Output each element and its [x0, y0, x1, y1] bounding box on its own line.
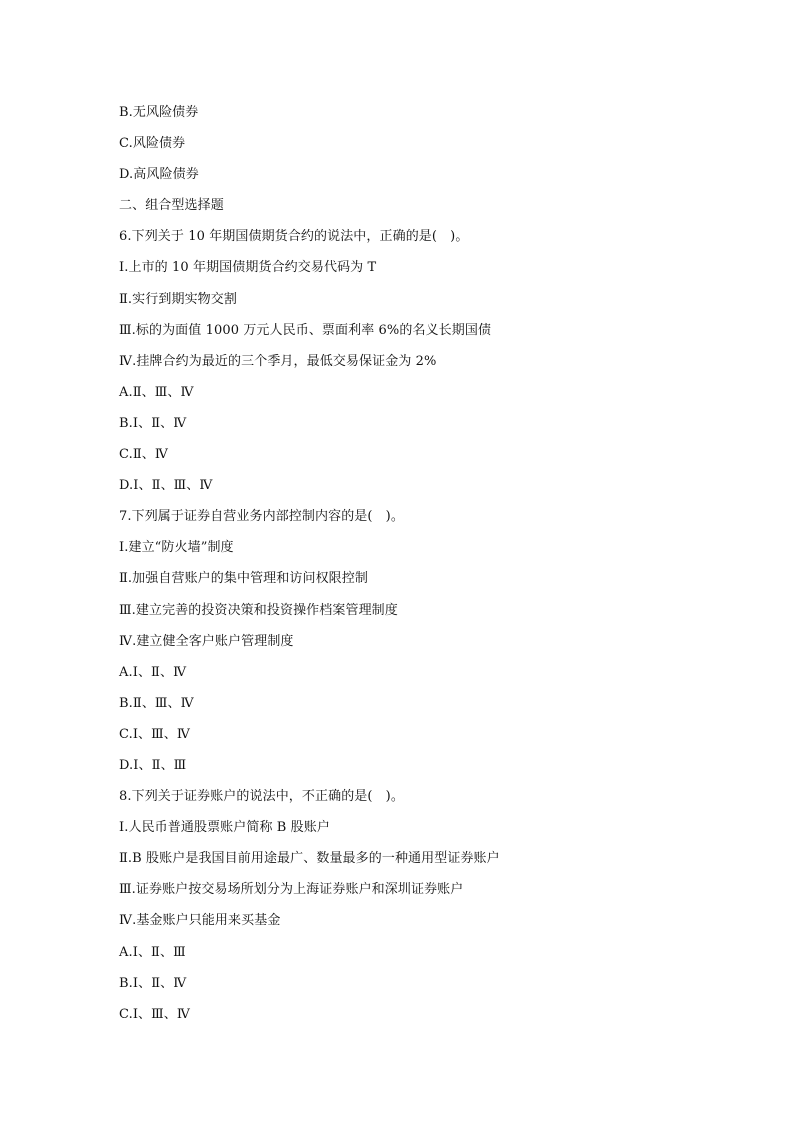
section-heading: 二、组合型选择题: [119, 198, 224, 214]
question-6-statement-iv: Ⅳ.挂牌合约为最近的三个季月，最低交易保证金为 2%: [119, 353, 437, 369]
question-7-option-b: B.Ⅱ、Ⅲ、Ⅳ: [119, 695, 194, 711]
question-8-statement-iv: Ⅳ.基金账户只能用来买基金: [119, 913, 281, 929]
question-6-statement-i: Ⅰ.上市的 10 年期国债期货合约交易代码为 T: [119, 260, 377, 276]
question-7-statement-iii: Ⅲ.建立完善的投资决策和投资操作档案管理制度: [119, 602, 398, 618]
option-c-line: C.风险债券: [119, 136, 186, 152]
question-6-stem: 6.下列关于 10 年期国债期货合约的说法中，正确的是( )。: [119, 229, 469, 245]
question-6-statement-iii: Ⅲ.标的为面值 1000 万元人民币、票面利率 6%的名义长期国债: [119, 322, 492, 338]
question-7-statement-iv: Ⅳ.建立健全客户账户管理制度: [119, 633, 294, 649]
question-7-stem: 7.下列属于证券自营业务内部控制内容的是( )。: [119, 509, 404, 525]
question-7-statement-i: Ⅰ.建立“防火墙”制度: [119, 540, 234, 556]
option-d-line: D.高风险债券: [119, 167, 199, 183]
option-b-line: B.无风险债券: [119, 105, 199, 120]
question-8-statement-i: Ⅰ.人民币普通股票账户简称 B 股账户: [119, 820, 330, 836]
question-8-option-c: C.Ⅰ、Ⅲ、Ⅳ: [119, 1006, 190, 1022]
question-6-statement-ii: Ⅱ.实行到期实物交割: [119, 291, 237, 307]
question-8-stem: 8.下列关于证券账户的说法中，不正确的是( )。: [119, 789, 404, 805]
question-8-statement-iii: Ⅲ.证券账户按交易场所划分为上海证券账户和深圳证券账户: [119, 882, 464, 898]
question-6-option-c: C.Ⅱ、Ⅳ: [119, 447, 168, 463]
question-7-option-a: A.Ⅰ、Ⅱ、Ⅳ: [119, 664, 187, 680]
question-7-option-d: D.Ⅰ、Ⅱ、Ⅲ: [119, 757, 187, 773]
question-6-option-b: B.Ⅰ、Ⅱ、Ⅳ: [119, 415, 187, 431]
question-7-option-c: C.Ⅰ、Ⅲ、Ⅳ: [119, 726, 190, 742]
question-8-option-a: A.Ⅰ、Ⅱ、Ⅲ: [119, 944, 186, 960]
document-body: [119, 99, 699, 1032]
question-6-option-a: A.Ⅱ、Ⅲ、Ⅳ: [119, 384, 194, 400]
question-8-statement-ii: Ⅱ.B 股账户是我国目前用途最广、数量最多的一种通用型证券账户: [119, 851, 500, 867]
question-7-statement-ii: Ⅱ.加强自营账户的集中管理和访问权限控制: [119, 571, 368, 587]
question-8-option-b: B.Ⅰ、Ⅱ、Ⅳ: [119, 975, 187, 991]
question-6-option-d: D.Ⅰ、Ⅱ、Ⅲ、Ⅳ: [119, 478, 213, 494]
